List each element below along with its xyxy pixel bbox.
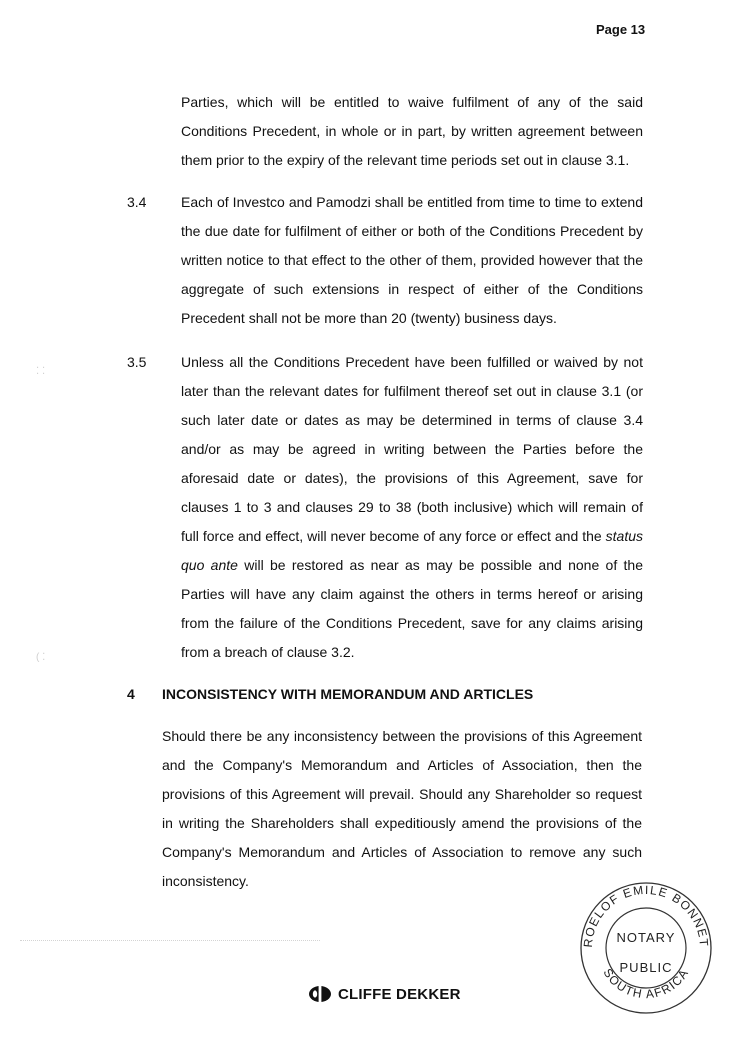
stamp-outer-bottom-text: SOUTH AFRICA: [600, 965, 692, 1002]
clause-number: 3.5: [127, 354, 147, 370]
footer-logo-text: CLIFFE DEKKER: [338, 985, 461, 1003]
clause-number: 3.4: [127, 194, 147, 210]
clause-3-5-text-part: Unless all the Conditions Precedent have been fulfilled or waived by not later than the relevant dates for fulfilment thereof set out in clause 3.1 (or such later date or dates as may be determined in terms of clause 3.4 and/or as may be agreed in writing between the Parties before the aforesaid date or dates), the provisions of this Agreement, save for clauses 1 to 3 and clauses 29 to 38 (both inclusive) which will remain of full force and effect, will never become of any force or effect and the: [181, 354, 643, 544]
stamp-outer-top-text: ROELOF EMILE BONNET: [580, 882, 712, 949]
continuation-line: Parties, which will be entitled to waive fulfilment of any of the said: [181, 94, 643, 110]
section-number: 4: [127, 686, 135, 702]
stamp-line-1: NOTARY: [616, 930, 676, 945]
page-number: Page 13: [596, 22, 646, 37]
section-heading: INCONSISTENCY WITH MEMORANDUM AND ARTICLES: [162, 686, 534, 702]
section-4-text: Should there be any inconsistency between the provisions of this Agreement and the Company's Memorandum and Articles of Association, then the provisions of this Agreement will prevail. Should any Shareholder so request in writing the Shareholders shall expeditiously amend the provisions of the Company's Memorandum and Articles of Association to remove any such inconsistency.: [162, 728, 642, 889]
clause-3-5-text: [181, 348, 643, 667]
clause-3-5-text-part: will be restored as near as may be possible and none of the Parties will have any claim against the others in terms hereof or arising from the failure of the Conditions Precedent, save for any claims arising from a breach of clause 3.2.: [181, 557, 643, 660]
cliffe-dekker-logo-icon: [308, 985, 332, 1003]
dotted-rule: [20, 940, 320, 941]
clause-3-4-text: Each of Investco and Pamodzi shall be entitled from time to time to extend the due date for fulfilment of either or both of the Conditions Precedent by written notice to that effect to the other of them, provided however that the aggregate of such extensions in respect of either of the Conditions Precedent shall not be more than 20 (twenty) business days.: [181, 194, 643, 326]
stamp-line-2: PUBLIC: [619, 960, 673, 975]
continuation-line: Conditions Precedent, in whole or in part, by written agreement between: [181, 123, 643, 139]
notary-stamp: [578, 880, 714, 1016]
scan-mark: ( ⁚: [36, 652, 46, 663]
scan-mark: ⁚ ⁚: [36, 366, 46, 377]
italic-term: status quo ante: [181, 528, 643, 573]
clause-3-3-continuation: [181, 88, 643, 175]
footer-logo: [308, 985, 461, 1003]
continuation-line: them prior to the expiry of the relevant time periods set out in clause 3.1.: [181, 152, 630, 168]
